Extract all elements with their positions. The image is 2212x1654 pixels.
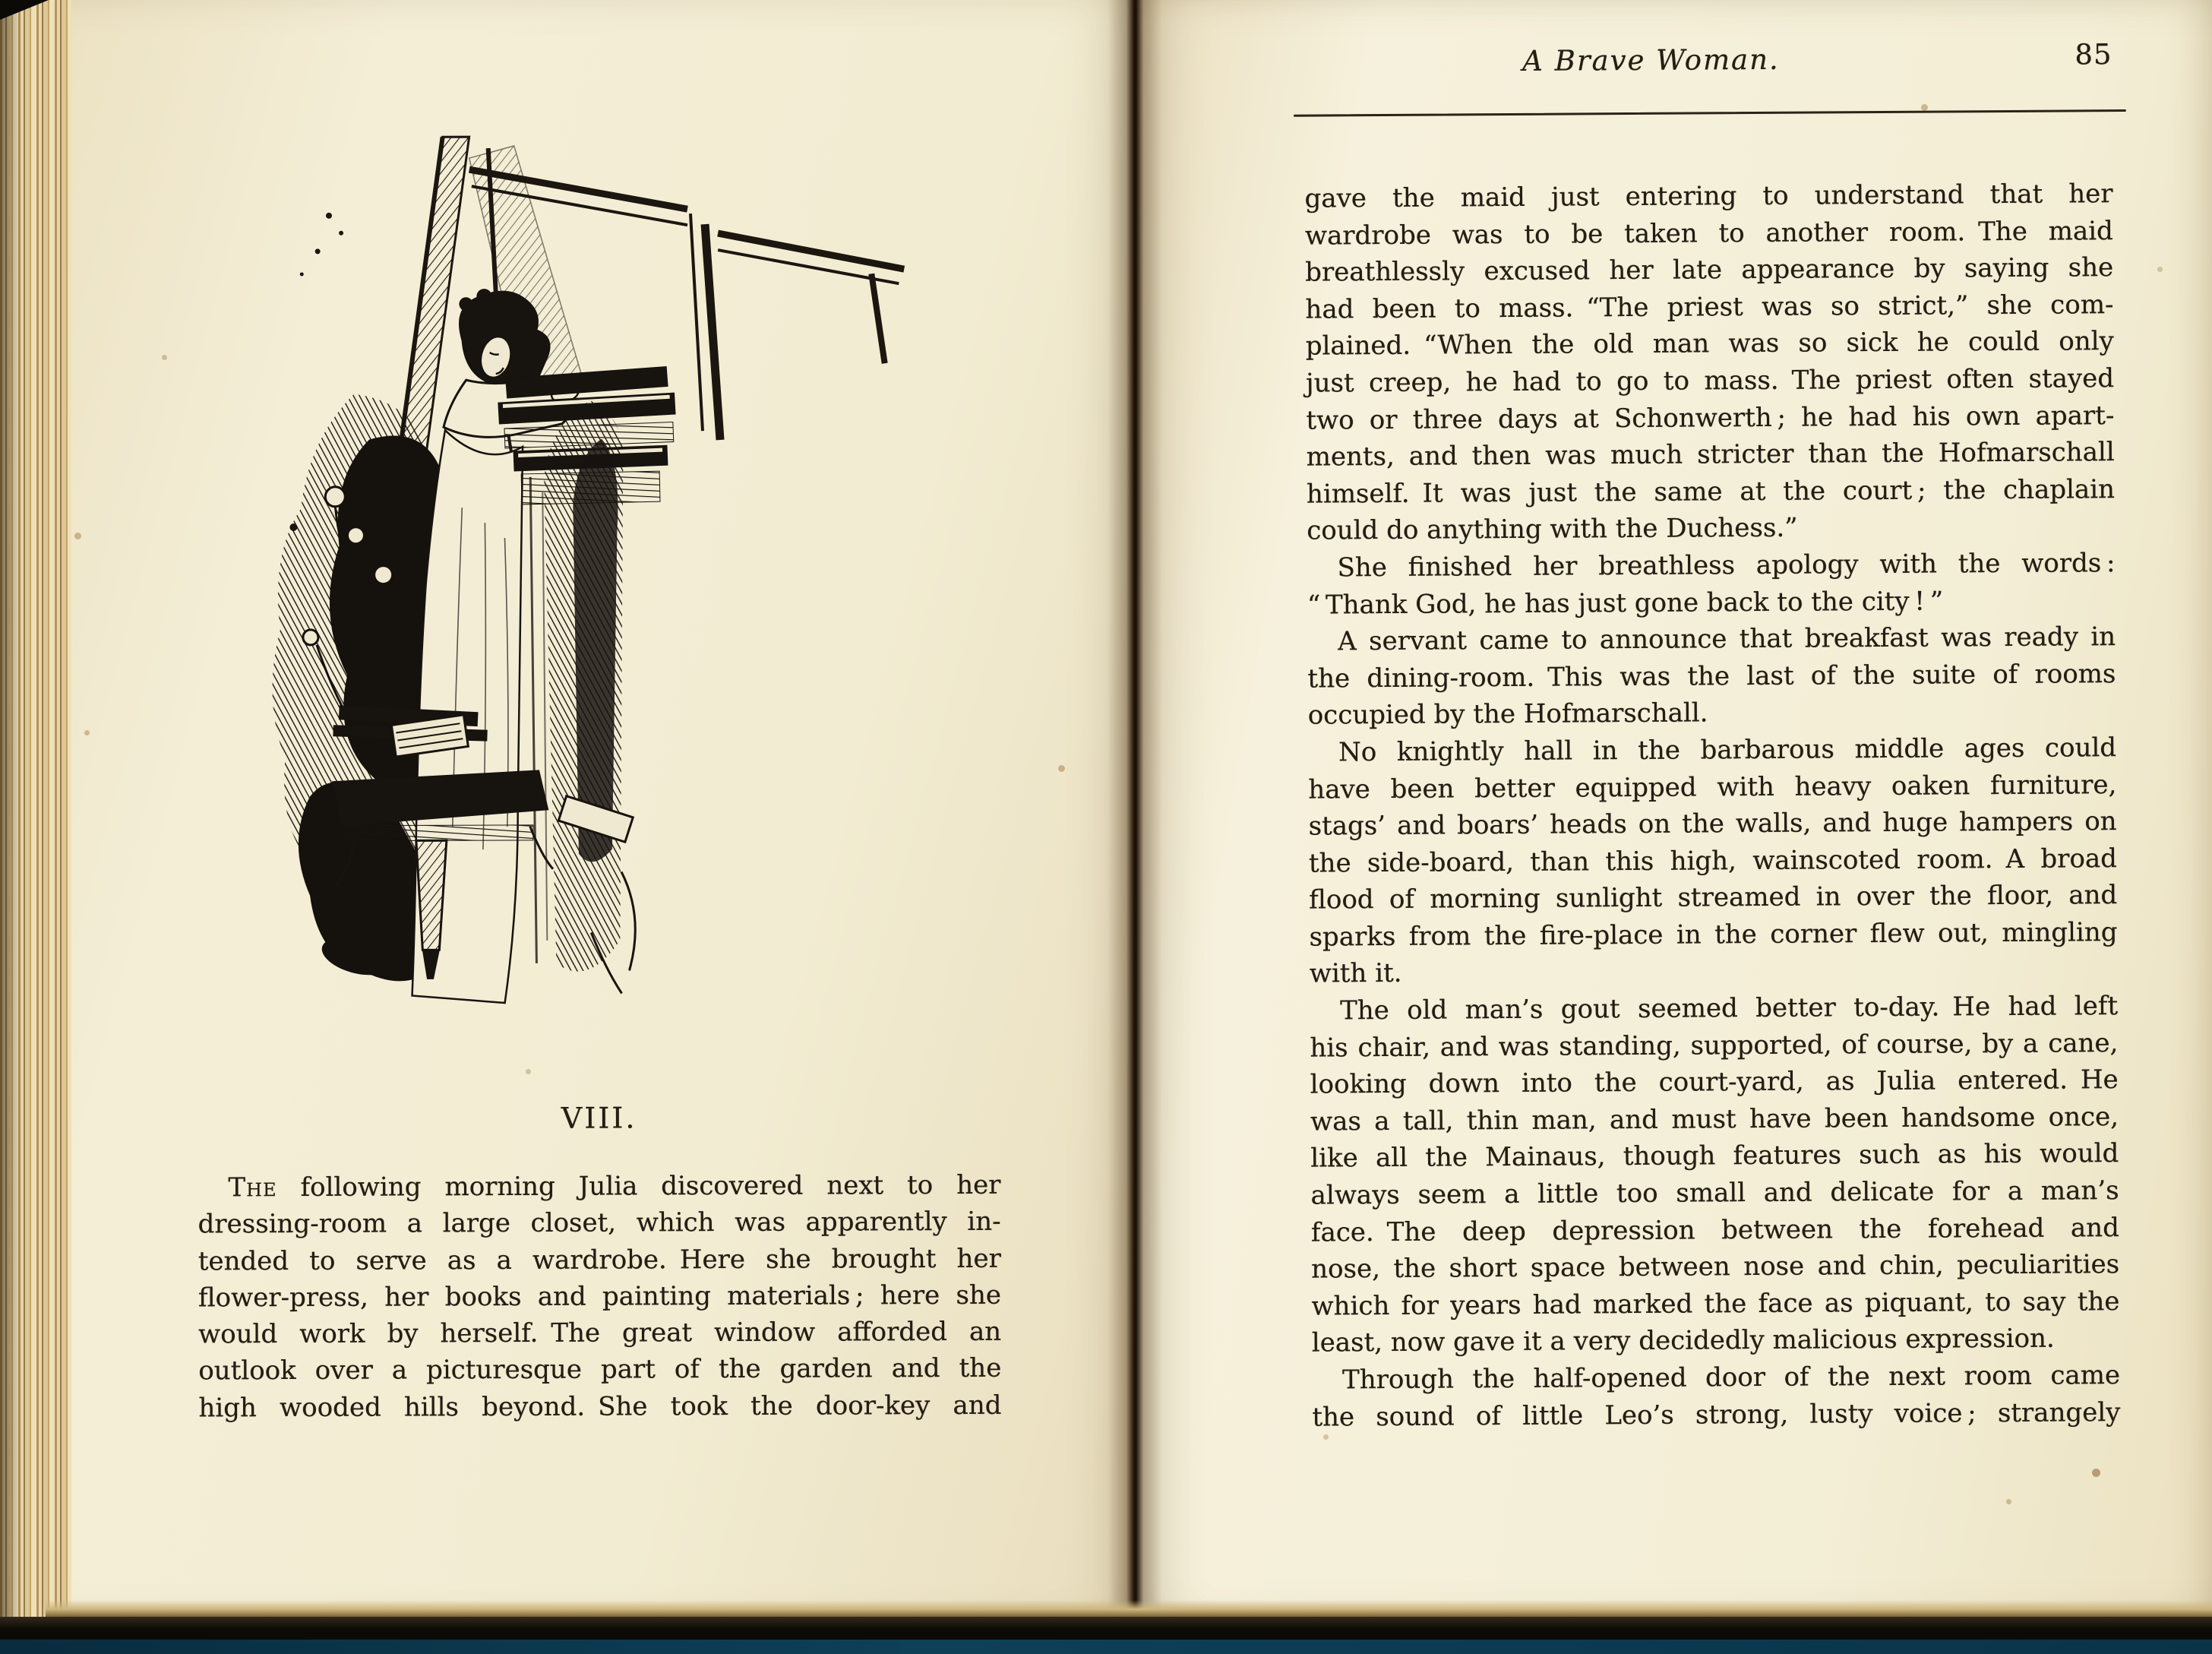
text-line: high wooded hills beyond. She took the door-key and	[198, 1390, 1002, 1424]
text-line: flood of morning sunlight streamed in over the floor, and	[1309, 880, 2118, 916]
text-line: tended to serve as a wardrobe. Here she brought her	[198, 1243, 1001, 1277]
text-line: looking down into the court-yard, as Julia entered. He	[1310, 1064, 2119, 1100]
text-line: nose, the short space between nose and chin, peculiarities	[1311, 1249, 2120, 1285]
page-number: 85	[2075, 38, 2112, 71]
text-line: Through the half-opened door of the next room came	[1341, 1360, 2121, 1396]
right-page	[1133, 0, 2212, 1617]
text-line: plained. “When the old man was so sick he could only	[1305, 326, 2114, 362]
text-line: was a tall, thin man, and must have been handsome once,	[1310, 1101, 2119, 1137]
text-line: sparks from the fire-place in the corner flew out, mingling	[1309, 916, 2118, 953]
right-page-body-text	[1304, 176, 2120, 1436]
text-line: just creep, he had to go to mass. The priest often stayed	[1305, 363, 2115, 399]
text-line: A servant came to announce that breakfast was ready in	[1338, 621, 2116, 657]
book-cover-edge	[0, 1617, 2212, 1640]
cover-corner	[0, 0, 49, 20]
text-line: No knightly hall in the barbarous middle ages could	[1338, 732, 2117, 768]
text-line: The following morning Julia discovered next to her	[228, 1169, 1001, 1203]
text-line: stags’ and boars’ heads on the walls, and huge hampers on	[1308, 806, 2117, 842]
text-line: with it.	[1309, 958, 1402, 990]
text-line: least, now gave it a very decidedly malicious expression.	[1311, 1324, 2055, 1359]
drapery-drawing	[544, 400, 636, 993]
text-line: “ Thank God, he has just gone back to the city ! ”	[1307, 586, 1944, 621]
text-line: face. The deep depression between the forehead and	[1310, 1212, 2120, 1248]
running-header-title: A Brave Woman.	[1522, 43, 1780, 77]
text-line: his chair, and was standing, supported, of course, by a cane,	[1310, 1027, 2119, 1064]
text-line: dressing-room a large closet, which was apparently in-	[198, 1207, 1001, 1240]
running-header	[1304, 38, 2112, 91]
text-line: two or three days at Schonwerth ; he had his own apart-	[1306, 400, 2115, 436]
text-line: breathlessly excused her late appearance by saying she	[1305, 252, 2114, 288]
text-line: ments, and then was much stricter than the Hofmarschall	[1306, 437, 2115, 473]
text-line: would work by herself. The great window afforded an	[198, 1316, 1002, 1350]
text-line: the side-board, than this high, wainscoted room. A broad	[1308, 843, 2118, 879]
text-line: have been better equipped with heavy oaken furniture,	[1308, 769, 2117, 805]
text-line: the sound of little Leo’s strong, lusty voice ; strangely	[1312, 1396, 2121, 1433]
text-line: outlook over a picturesque part of the garden and the	[198, 1353, 1002, 1387]
text-line: himself. It was just the same at the court ; the chaplain	[1306, 473, 2116, 510]
chapter-heading: VIII.	[561, 1101, 637, 1135]
text-line: occupied by the Hofmarschall.	[1307, 697, 1708, 731]
page-bottom-edge	[46, 1600, 2212, 1617]
text-line: which for years had marked the face as piquant, to say the	[1311, 1286, 2120, 1322]
foxing-spots	[0, 0, 4, 4]
text-line: wardrobe was to be taken to another room. The maid	[1304, 215, 2114, 251]
text-line: flower-press, her books and painting materials ; here she	[198, 1279, 1002, 1314]
text-line: The old man’s gout seemed better to-day. He had left	[1340, 991, 2119, 1026]
left-page-paragraph	[198, 1167, 1001, 1427]
text-line: gave the maid just entering to understand that her	[1304, 179, 2113, 214]
table-surface	[0, 1640, 2212, 1654]
book-gutter	[1108, 0, 1162, 1617]
left-page-fore-edges	[0, 0, 71, 1617]
text-line: like all the Mainaus, though features such as his would	[1310, 1138, 2119, 1175]
header-rule	[1294, 109, 2126, 117]
left-page	[71, 0, 1133, 1617]
text-line: She finished her breathless apology with the words :	[1337, 548, 2116, 583]
text-line: could do anything with the Duchess.”	[1307, 513, 1798, 546]
chapter-illustration	[262, 111, 1010, 1063]
smallcaps-lead: The	[228, 1172, 277, 1203]
text-line: the dining-room. This was the last of the suite of rooms	[1307, 658, 2116, 694]
text-line: had been to mass. “The priest was so strict,” she com-	[1305, 289, 2114, 325]
text-line: always seem a little too small and delicate for a man’s	[1310, 1175, 2119, 1211]
